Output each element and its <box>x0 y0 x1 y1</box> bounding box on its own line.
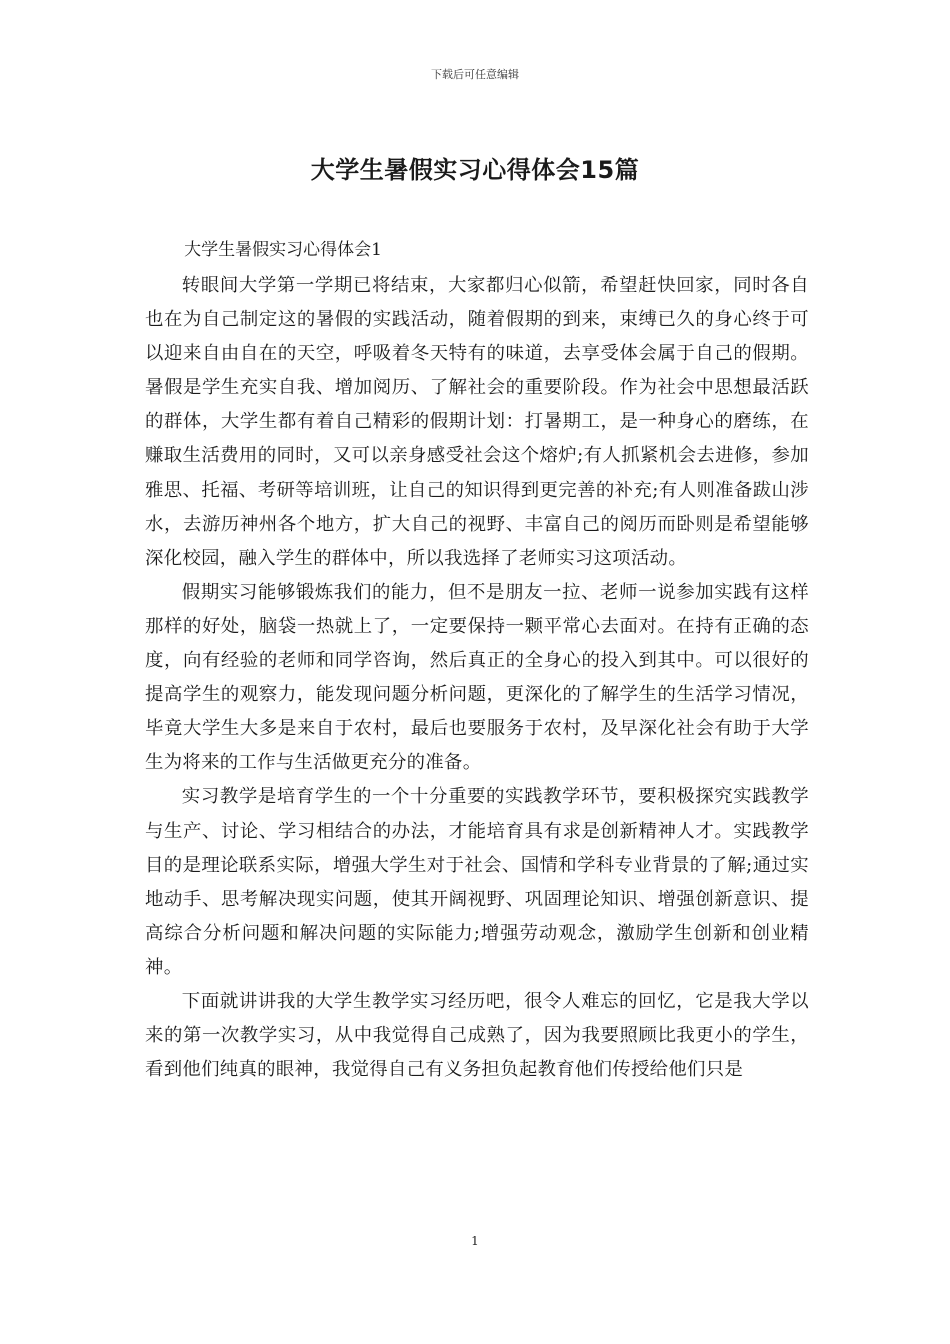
paragraph: 下面就讲讲我的大学生教学实习经历吧，很令人难忘的回忆，它是我大学以来的第一次教学实习，从中我觉得自己成熟了，因为我要照顾比我更小的学生，看到他们纯真的眼神，我觉得自己有义务担负起教育他们传授给他们只是 <box>145 990 809 1081</box>
paragraph: 假期实习能够锻炼我们的能力，但不是朋友一拉、老师一说参加实践有这样那样的好处，脑袋一热就上了，一定要保持一颗平常心去面对。在持有正确的态度，向有经验的老师和同学咨询，然后真正的全身心的投入到其中。可以很好的提高学生的观察力，能发现问题分析问题，更深化的了解学生的生活学习情况，毕竟大学生大多是来自于农村，最后也要服务于农村，及早深化社会有助于大学生为将来的工作与生活做更充分的准备。 <box>145 581 809 774</box>
document-body <box>145 233 809 1087</box>
document-title: 大学生暑假实习心得体会15篇 <box>310 156 640 184</box>
paragraph: 实习教学是培育学生的一个十分重要的实践教学环节，要积极探究实践教学与生产、讨论、学习相结合的办法，才能培育具有求是创新精神人才。实践教学目的是理论联系实际，增强大学生对于社会、国情和学科专业背景的了解;通过实地动手、思考解决现实问题，使其开阔视野、巩固理论知识、增强创新意识、提高综合分析问题和解决问题的实际能力;增强劳动观念，激励学生创新和创业精神。 <box>145 786 809 978</box>
section-heading: 大学生暑假实习心得体会1 <box>184 240 382 260</box>
paragraph: 转眼间大学第一学期已将结束，大家都归心似箭，希望赶快回家，同时各自也在为自己制定这的暑假的实践活动，随着假期的到来，束缚已久的身心终于可以迎来自由自在的天空，呼吸着冬天特有的味道，去享受体会属于自己的假期。暑假是学生充实自我、增加阅历、了解社会的重要阶段。作为社会中思想最活跃的群体，大学生都有着自己精彩的假期计划：打暑期工，是一种身心的磨练，在赚取生活费用的同时，又可以亲身感受社会这个熔炉;有人抓紧机会去进修，参加雅思、托福、考研等培训班，让自己的知识得到更完善的补充;有人则准备跋山涉水，去游历神州各个地方，扩大自己的视野、丰富自己的阅历而卧则是希望能够深化校园，融入学生的群体中，所以我选择了老师实习这项活动。 <box>145 275 809 569</box>
header-note: 下载后可任意编辑 <box>431 68 519 81</box>
page-number: 1 <box>471 1234 479 1248</box>
